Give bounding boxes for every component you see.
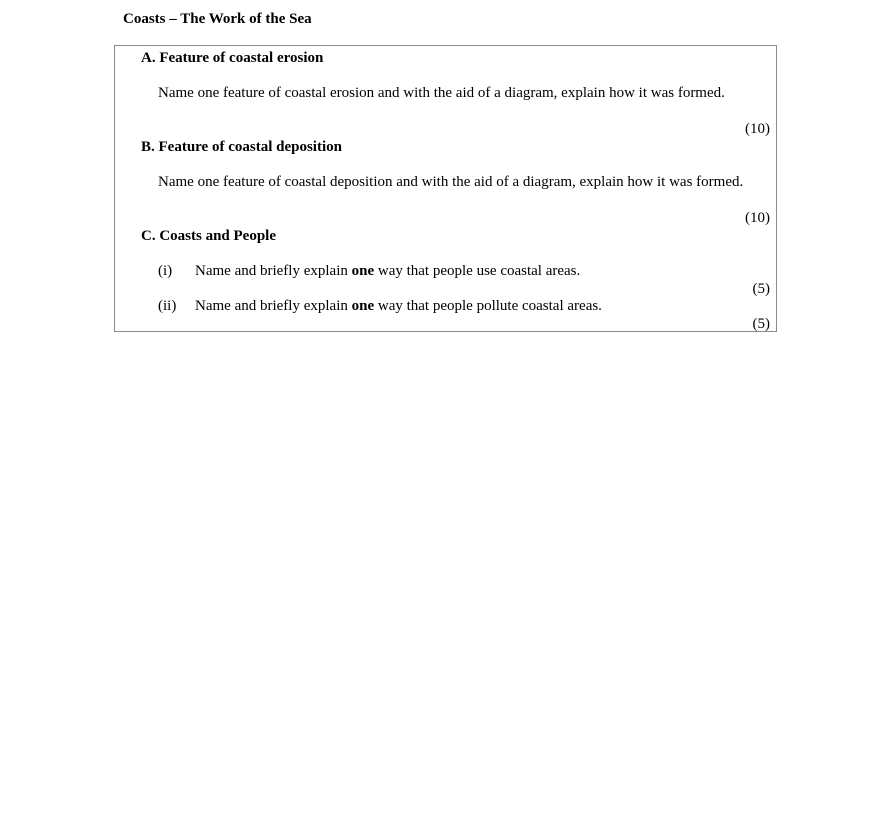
section-c-item-question (195, 297, 602, 315)
question-text-part: Name and briefly explain (195, 298, 352, 314)
section-a-question: Name one feature of coastal erosion and with the aid of a diagram, explain how it was formed. (158, 85, 725, 101)
section-c-item-marks: (5) (752, 316, 770, 332)
section-c-item-marks: (5) (752, 281, 770, 297)
emphasis-text: one (351, 263, 375, 279)
section-b-question: Name one feature of coastal deposition and with the aid of a diagram, explain how it was formed. (158, 174, 744, 190)
question-box (114, 45, 777, 332)
section-c-heading: C. Coasts and People (141, 228, 277, 244)
page-title: Coasts – The Work of the Sea (123, 11, 312, 27)
section-c-item-number: (ii) (158, 298, 177, 314)
question-text-part: way that people pollute coastal areas. (374, 298, 602, 314)
question-text-part: Name and briefly explain (195, 263, 352, 279)
section-a-heading: A. Feature of coastal erosion (141, 50, 324, 66)
question-text-part: way that people use coastal areas. (374, 263, 581, 279)
section-c-item-number: (i) (158, 263, 173, 279)
section-b-marks: (10) (745, 210, 770, 226)
emphasis-text: one (351, 298, 375, 314)
section-c-item-question (195, 262, 580, 280)
section-a-marks: (10) (745, 121, 770, 137)
section-b-heading: B. Feature of coastal deposition (141, 139, 342, 155)
